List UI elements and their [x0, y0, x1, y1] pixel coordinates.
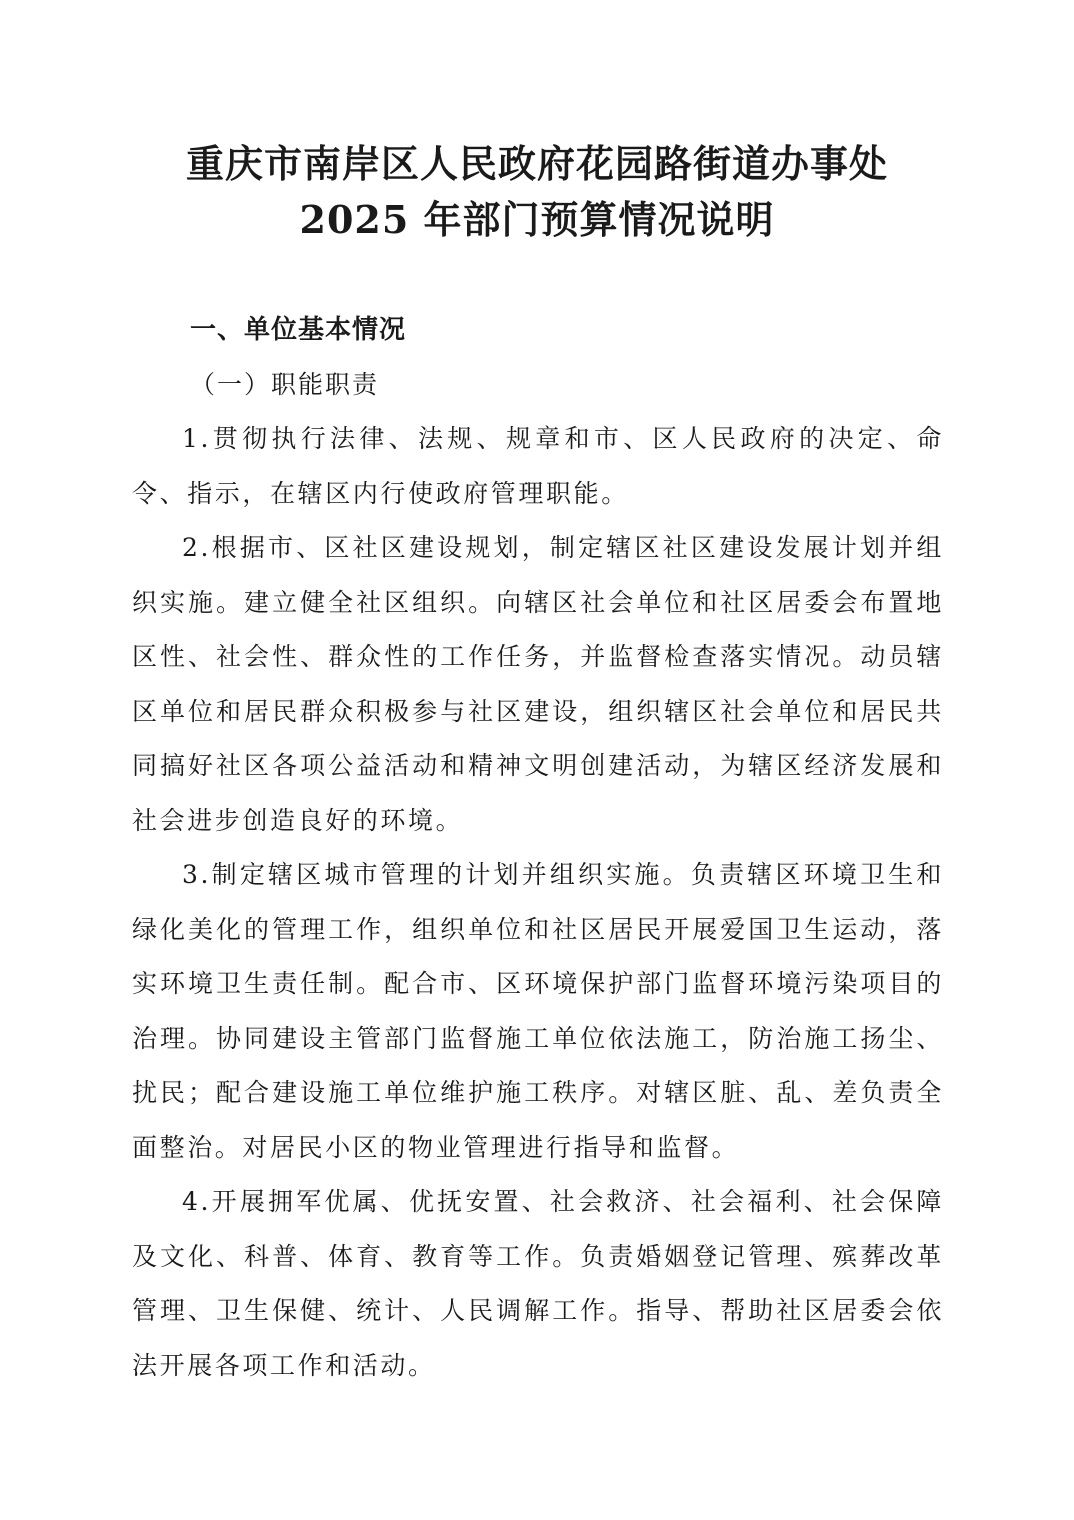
paragraph-3 [132, 848, 944, 1175]
paragraph-text: 2.根据市、区社区建设规划，制定辖区社区建设发展计划并组织实施。建立健全社区组织。向辖区社会单位和社区居委会布置地区性、社会性、群众性的工作任务，并监督检查落实情况。动员辖区单位和居民群众积极参与社区建设，组织辖区社会单位和居民共同搞好社区各项公益活动和精神文明创建活动，为辖区经济发展和社会进步创造良好的环境。 [132, 533, 944, 835]
section-heading: 一、单位基本情况 [190, 315, 407, 345]
paragraph-2 [132, 521, 944, 848]
paragraph-4 [132, 1175, 944, 1393]
paragraph-text: 1.贯彻执行法律、法规、规章和市、区人民政府的决定、命令、指示，在辖区内行使政府管理职能。 [132, 424, 944, 508]
paragraph-text: 4.开展拥军优属、优抚安置、社会救济、社会福利、社会保障及文化、科普、体育、教育等工作。负责婚姻登记管理、殡葬改革管理、卫生保健、统计、人民调解工作。指导、帮助社区居委会依法开展各项工作和活动。 [132, 1187, 944, 1380]
paragraph-text: 3.制定辖区城市管理的计划并组织实施。负责辖区环境卫生和绿化美化的管理工作，组织单位和社区居民开展爱国卫生运动，落实环境卫生责任制。配合市、区环境保护部门监督环境污染项目的治理。协同建设主管部门监督施工单位依法施工，防治施工扬尘、扰民；配合建设施工单位维护施工秩序。对辖区脏、乱、差负责全面整治。对居民小区的物业管理进行指导和监督。 [132, 860, 944, 1162]
document-title-line1: 重庆市南岸区人民政府花园路街道办事处 [185, 141, 888, 186]
subsection-heading: （一）职能职责 [190, 370, 380, 399]
document-title-line2: 2025 年部门预算情况说明 [299, 197, 775, 242]
paragraph-1 [132, 412, 944, 521]
